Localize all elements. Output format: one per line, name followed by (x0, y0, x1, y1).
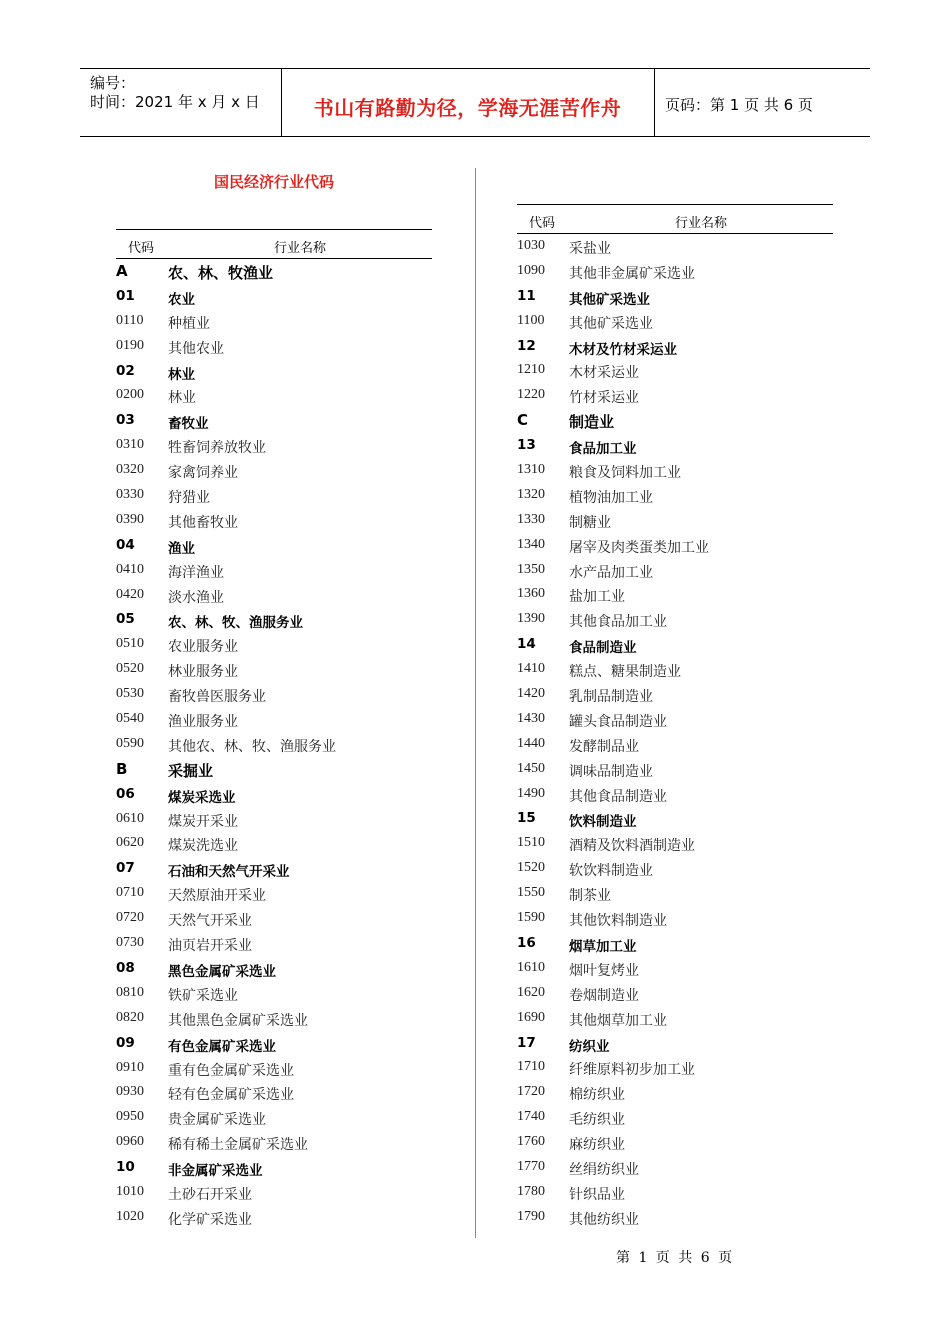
table-row (517, 383, 833, 408)
table-row (116, 1180, 432, 1205)
table-row (517, 483, 833, 508)
table-row (116, 707, 432, 732)
industry-name: 毛纺织业 (569, 1112, 625, 1129)
industry-name: 农业 (168, 291, 195, 308)
table-row (517, 1080, 833, 1105)
industry-name: 采盐业 (569, 241, 611, 257)
industry-name: 农业服务业 (168, 639, 238, 656)
motto-text: 书山有路勤为径，学海无涯苦作舟 (313, 96, 622, 120)
industry-name: 粮食及饲料加工业 (569, 465, 681, 482)
industry-code: 0520 (116, 661, 144, 677)
industry-code: 1410 (517, 661, 545, 677)
table-row (116, 1205, 432, 1230)
industry-name: 罐头食品制造业 (569, 713, 667, 730)
table-row (517, 1031, 833, 1056)
industry-name: 天然气开采业 (168, 913, 252, 930)
table-row (517, 284, 833, 309)
industry-code: 0590 (116, 735, 144, 751)
table-row (116, 433, 432, 458)
industry-name: 卷烟制造业 (569, 987, 639, 1004)
table-row (517, 358, 833, 383)
table-row (517, 707, 833, 732)
industry-code: 0510 (116, 636, 144, 652)
table-row (116, 657, 432, 682)
industry-code: 0720 (116, 910, 144, 926)
industry-code: 08 (116, 959, 135, 976)
industry-name: 狩猎业 (168, 490, 210, 507)
table-row (116, 881, 432, 906)
industry-name: 有色金属矿采选业 (168, 1038, 276, 1055)
industry-name: 调味品制造业 (569, 763, 653, 780)
table-row (116, 1080, 432, 1105)
industry-name: 其他农、林、牧、渔服务业 (168, 738, 336, 755)
industry-code: 01 (116, 287, 135, 304)
industry-code: 1620 (517, 984, 545, 1000)
industry-code: 02 (116, 362, 135, 379)
industry-code: 1440 (517, 735, 545, 751)
industry-name: 其他食品加工业 (569, 614, 667, 631)
industry-name: 重有色金属矿采选业 (168, 1062, 294, 1079)
table-row (517, 607, 833, 632)
industry-code: 0960 (116, 1134, 144, 1150)
industry-code: 1760 (517, 1134, 545, 1150)
document-header (80, 68, 870, 137)
industry-name: 其他畜牧业 (168, 514, 238, 531)
table-row (116, 408, 432, 433)
industry-code: 0330 (116, 487, 144, 503)
industry-name: 海洋渔业 (168, 564, 224, 581)
industry-name: 制造业 (569, 413, 615, 432)
table-row (116, 1056, 432, 1081)
industry-name: 其他食品制造业 (569, 788, 667, 805)
table-row (517, 1155, 833, 1180)
industry-name: 食品制造业 (569, 640, 637, 657)
industry-code: 0420 (116, 586, 144, 602)
industry-code: 0950 (116, 1109, 144, 1125)
industry-name: 酒精及饮料酒制造业 (569, 838, 695, 855)
industry-code: 1010 (116, 1183, 144, 1199)
table-row (517, 1105, 833, 1130)
table-row (517, 234, 833, 259)
industry-code: 14 (517, 636, 536, 653)
industry-code: 10 (116, 1159, 135, 1176)
table-row (116, 607, 432, 632)
industry-code: 1360 (517, 586, 545, 602)
table-row (517, 906, 833, 931)
name-column-header: 行业名称 (273, 241, 326, 256)
industry-code: 0310 (116, 437, 144, 453)
industry-name: 化学矿采选业 (168, 1211, 252, 1228)
industry-name: 畜牧业 (168, 416, 209, 433)
industry-code: 0910 (116, 1059, 144, 1075)
table-row (116, 682, 432, 707)
table-row (116, 632, 432, 657)
industry-code: 03 (116, 412, 135, 429)
industry-code: 0530 (116, 686, 144, 702)
industry-code: 1490 (517, 785, 545, 801)
industry-code: 1770 (517, 1158, 545, 1174)
industry-code: 0410 (116, 561, 144, 577)
right-code-table (517, 204, 833, 1230)
industry-name: 乳制品制造业 (569, 689, 653, 706)
industry-code: 1430 (517, 710, 545, 726)
table-row (517, 558, 833, 583)
header-page-cell (655, 69, 870, 136)
table-row (517, 1130, 833, 1155)
industry-name: 黑色金属矿采选业 (168, 963, 276, 980)
table-header (116, 229, 432, 259)
industry-name: 牲畜饲养放牧业 (168, 440, 266, 457)
industry-name: 农、林、牧、渔服务业 (168, 615, 303, 632)
table-row (517, 657, 833, 682)
industry-name: 非金属矿采选业 (168, 1163, 263, 1180)
industry-name: 木材采运业 (569, 365, 639, 382)
industry-code: 1310 (517, 462, 545, 478)
industry-code: 05 (116, 611, 135, 628)
industry-code: 04 (116, 536, 135, 553)
table-row (517, 881, 833, 906)
industry-code: 06 (116, 785, 135, 802)
industry-code: 1320 (517, 486, 545, 502)
table-row (517, 309, 833, 334)
table-row (116, 831, 432, 856)
table-row (517, 931, 833, 956)
industry-name: 食品加工业 (569, 441, 637, 458)
industry-code: 0320 (116, 462, 144, 478)
table-row (116, 558, 432, 583)
industry-name: 煤炭洗选业 (168, 838, 238, 855)
industry-name: 制糖业 (569, 514, 611, 531)
table-row (116, 259, 432, 284)
industry-code: B (116, 759, 128, 778)
table-row (517, 757, 833, 782)
table-row (116, 757, 432, 782)
table-row (116, 856, 432, 881)
industry-name: 棉纺织业 (569, 1087, 625, 1104)
industry-name: 纺织业 (569, 1038, 610, 1055)
table-row (517, 508, 833, 533)
industry-code: 0820 (116, 1009, 144, 1025)
industry-code: 1590 (517, 910, 545, 926)
table-row (116, 309, 432, 334)
industry-code: 1220 (517, 387, 545, 403)
industry-name: 麻纺织业 (569, 1137, 625, 1154)
industry-code: 1610 (517, 959, 545, 975)
table-row (517, 782, 833, 807)
industry-code: 09 (116, 1034, 135, 1051)
table-row (517, 582, 833, 607)
header-meta-cell (80, 69, 282, 136)
column-divider (475, 168, 476, 1238)
industry-code: 1790 (517, 1208, 545, 1224)
industry-code: A (116, 262, 128, 280)
industry-name: 渔业服务业 (168, 714, 238, 731)
industry-code: 07 (116, 860, 135, 877)
industry-code: 1520 (517, 860, 545, 876)
industry-name: 其他非金属矿采选业 (569, 265, 695, 282)
industry-name: 林业 (168, 390, 196, 407)
table-row (517, 806, 833, 831)
table-row (517, 533, 833, 558)
industry-name: 盐加工业 (569, 589, 625, 606)
table-row (116, 1031, 432, 1056)
industry-name: 煤炭采选业 (168, 789, 236, 806)
industry-name: 植物油加工业 (569, 489, 653, 506)
table-row (517, 1205, 833, 1230)
industry-name: 制茶业 (569, 888, 611, 905)
industry-code: 0540 (116, 711, 144, 727)
industry-code: 0200 (116, 387, 144, 403)
industry-code: 16 (517, 934, 536, 951)
industry-name: 石油和天然气开采业 (168, 864, 290, 881)
table-row (116, 732, 432, 757)
industry-name: 针织品业 (569, 1186, 625, 1203)
industry-name: 煤炭开采业 (168, 813, 238, 830)
industry-code: 0190 (116, 337, 144, 353)
table-row (116, 1130, 432, 1155)
industry-code: 0730 (116, 935, 144, 951)
number-label: 编号： (90, 74, 136, 92)
industry-code: 0110 (116, 312, 144, 328)
table-row (116, 458, 432, 483)
page-label: 页码：第 1 页 共 6 页 (665, 96, 813, 114)
right-table-body (517, 234, 833, 1230)
industry-name: 家禽饲养业 (168, 465, 238, 482)
left-code-table (116, 229, 432, 1230)
industry-code: 0610 (116, 810, 144, 826)
industry-name: 屠宰及肉类蛋类加工业 (569, 539, 709, 556)
industry-name: 天然原油开采业 (168, 888, 266, 905)
table-row (517, 632, 833, 657)
code-column-header: 代码 (128, 241, 155, 256)
industry-name: 水产品加工业 (569, 564, 653, 581)
table-row (116, 807, 432, 832)
table-row (517, 334, 833, 359)
table-row (517, 259, 833, 284)
industry-name: 糕点、糖果制造业 (569, 664, 681, 681)
code-column-header: 代码 (529, 216, 556, 231)
industry-code: 0810 (116, 984, 144, 1000)
industry-name: 贵金属矿采选业 (168, 1112, 266, 1129)
industry-name: 纤维原料初步加工业 (569, 1062, 695, 1079)
industry-code: 1510 (517, 835, 545, 851)
industry-code: 1090 (517, 262, 545, 278)
industry-name: 烟草加工业 (569, 938, 637, 955)
industry-code: 0710 (116, 885, 144, 901)
table-row (116, 533, 432, 558)
industry-name: 淡水渔业 (168, 589, 224, 606)
industry-code: 1420 (517, 686, 545, 702)
industry-code: 13 (517, 437, 536, 454)
industry-name: 其他纺织业 (569, 1211, 639, 1228)
industry-code: 12 (517, 337, 536, 354)
industry-name: 种植业 (168, 315, 210, 332)
industry-code: 1030 (517, 238, 545, 253)
table-row (116, 1105, 432, 1130)
industry-code: C (517, 411, 529, 430)
table-row (517, 458, 833, 483)
industry-name: 轻有色金属矿采选业 (168, 1087, 294, 1104)
industry-name: 其他黑色金属矿采选业 (168, 1012, 308, 1029)
table-row (517, 433, 833, 458)
industry-name: 土砂石开采业 (168, 1186, 252, 1203)
industry-name: 渔业 (168, 540, 195, 557)
industry-name: 畜牧兽医服务业 (168, 689, 266, 706)
industry-code: 1350 (517, 561, 545, 577)
table-row (116, 956, 432, 981)
industry-code: 1210 (517, 362, 545, 378)
table-row (517, 956, 833, 981)
table-row (517, 1180, 833, 1205)
table-row (116, 334, 432, 359)
table-row (517, 856, 833, 881)
industry-code: 1690 (517, 1009, 545, 1025)
industry-name: 其他烟草加工业 (569, 1012, 667, 1029)
table-row (517, 682, 833, 707)
industry-name: 其他矿采选业 (569, 315, 653, 332)
industry-code: 1450 (517, 760, 545, 776)
industry-code: 1390 (517, 611, 545, 627)
industry-name: 采掘业 (168, 761, 214, 780)
table-row (116, 931, 432, 956)
industry-code: 1710 (517, 1059, 545, 1075)
table-row (116, 583, 432, 608)
industry-name: 竹材采运业 (569, 390, 639, 407)
industry-name: 丝绢纺织业 (569, 1161, 639, 1178)
document-title: 国民经济行业代码 (213, 173, 334, 191)
industry-name: 木材及竹材采运业 (569, 341, 677, 358)
industry-name: 发酵制品业 (569, 738, 639, 755)
industry-code: 1550 (517, 885, 545, 901)
industry-code: 0390 (116, 511, 144, 527)
industry-name: 其他饮料制造业 (569, 913, 667, 930)
name-column-header: 行业名称 (674, 216, 727, 231)
industry-code: 11 (517, 287, 536, 304)
industry-code: 15 (517, 810, 536, 827)
table-row (116, 383, 432, 408)
table-row (116, 1155, 432, 1180)
industry-code: 0620 (116, 835, 144, 851)
industry-code: 1780 (517, 1183, 545, 1199)
table-row (116, 981, 432, 1006)
table-row (116, 284, 432, 309)
industry-code: 1740 (517, 1109, 545, 1125)
industry-code: 1340 (517, 536, 545, 552)
table-row (116, 1006, 432, 1031)
table-row (517, 1006, 833, 1031)
industry-name: 农、林、牧渔业 (168, 264, 274, 282)
table-header (517, 204, 833, 234)
table-row (116, 906, 432, 931)
table-row (116, 359, 432, 384)
industry-name: 其他农业 (168, 340, 224, 357)
table-row (116, 782, 432, 807)
header-motto-cell (281, 69, 655, 136)
industry-code: 1720 (517, 1084, 545, 1100)
table-row (116, 483, 432, 508)
table-row (517, 981, 833, 1006)
time-label: 时间：2021 年 x 月 x 日 (90, 93, 260, 111)
table-row (517, 732, 833, 757)
industry-name: 林业 (168, 366, 195, 383)
table-row (116, 508, 432, 533)
page-footer: 第 1 页 共 6 页 (616, 1250, 733, 1266)
left-table-body (116, 259, 432, 1230)
industry-name: 稀有稀土金属矿采选业 (168, 1137, 308, 1154)
industry-name: 烟叶复烤业 (569, 962, 639, 979)
table-row (517, 1055, 833, 1080)
industry-name: 饮料制造业 (569, 814, 637, 831)
table-row (517, 831, 833, 856)
industry-name: 软饮料制造业 (569, 863, 653, 880)
industry-code: 17 (517, 1034, 536, 1051)
industry-code: 0930 (116, 1084, 144, 1100)
industry-name: 其他矿采选业 (569, 291, 650, 308)
industry-name: 铁矿采选业 (168, 987, 238, 1004)
table-row (517, 408, 833, 433)
industry-name: 油页岩开采业 (168, 938, 252, 955)
industry-code: 1100 (517, 312, 545, 328)
industry-name: 林业服务业 (168, 664, 238, 681)
industry-code: 1330 (517, 511, 545, 527)
industry-code: 1020 (116, 1208, 144, 1224)
